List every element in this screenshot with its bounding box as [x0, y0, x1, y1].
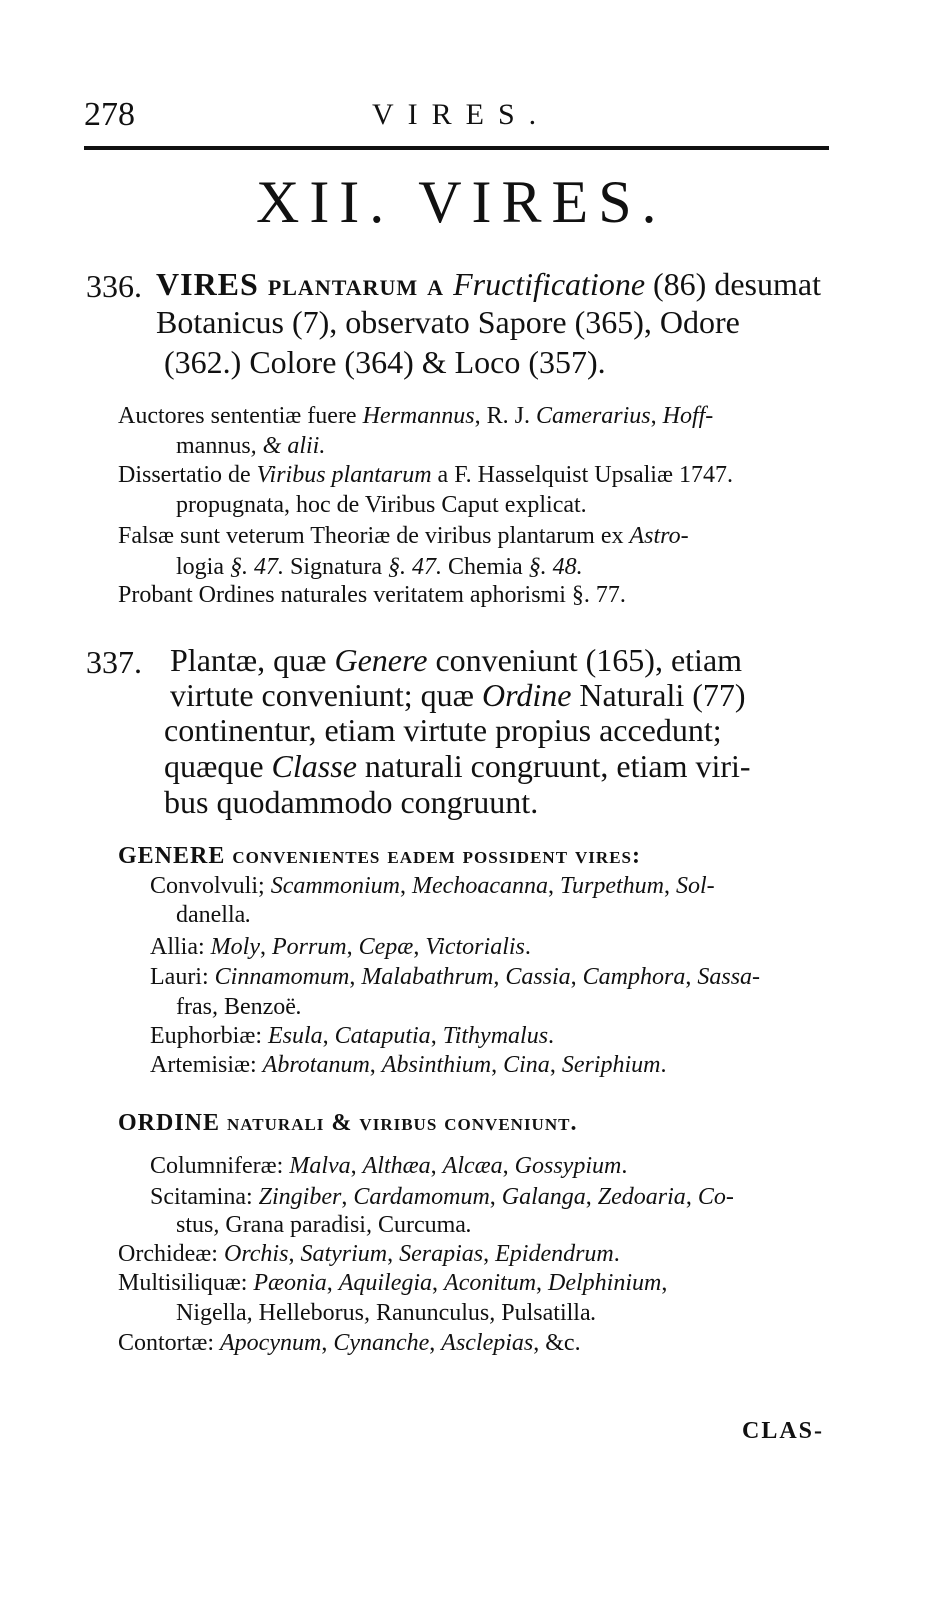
- ordine-section-line: [118, 1110, 577, 1137]
- text-run: ,: [288, 1241, 301, 1267]
- text-run: ,: [413, 934, 426, 960]
- notes-336-line: [176, 554, 583, 581]
- text-run: .: [613, 1241, 620, 1267]
- text-run: virtute conveniunt; quæ: [170, 677, 482, 713]
- aphorism-337-line: [170, 642, 742, 679]
- text-run: Auctores sententiæ fuere: [118, 403, 363, 429]
- text-run: .: [621, 1153, 628, 1179]
- notes-336-line: [118, 462, 733, 489]
- genere-section-line: [150, 1023, 554, 1050]
- italic-term: Seriphium: [561, 1052, 661, 1078]
- running-head: VIRES.: [372, 98, 551, 131]
- text-run: Botanicus (7), observato Sapore (365), Odore: [156, 304, 740, 340]
- italic-term: §. 47.: [224, 554, 290, 580]
- text-run: ,: [349, 964, 362, 990]
- text-run: Contortæ:: [118, 1330, 221, 1356]
- text-run: Artemisiæ:: [150, 1052, 263, 1078]
- text-run: ,: [663, 873, 676, 899]
- italic-term: Viribus plantarum: [256, 462, 432, 488]
- italic-term: Delphinium: [548, 1270, 662, 1296]
- italic-term: Sassa-: [697, 964, 761, 990]
- aphorism-number-336: 336.: [86, 268, 142, 304]
- italic-term: Cepæ: [358, 934, 414, 960]
- text-run: Scitamina:: [150, 1184, 259, 1210]
- italic-term: Hermannus: [362, 403, 475, 429]
- italic-term: Camerarius: [535, 403, 651, 429]
- italic-term: Fructificatione: [453, 266, 646, 302]
- genere-section-line: [150, 934, 531, 961]
- italic-term: Althæa: [362, 1153, 431, 1179]
- text-run: Benzoë: [223, 994, 296, 1020]
- italic-term: Cassia: [505, 964, 571, 990]
- italic-term: Aquilegia: [338, 1270, 433, 1296]
- aphorism-336-line: [156, 266, 821, 303]
- text-run: ,: [321, 1330, 334, 1356]
- italic-term: §. 48.: [522, 554, 583, 580]
- text-run: propugnata, hoc de Viribus Caput explicat.: [176, 492, 587, 518]
- aphorism-337-line: [164, 784, 538, 821]
- text-run: ,: [549, 1052, 562, 1078]
- text-run: .: [660, 1052, 667, 1078]
- text-run: mannus: [176, 433, 251, 459]
- italic-term: ,: [489, 1300, 502, 1326]
- italic-term: Abrotanum: [262, 1052, 370, 1078]
- text-run: Plantæ, quæ: [170, 642, 335, 678]
- text-run: Probant Ordines naturales veritatem aphorismi §. 77.: [118, 582, 626, 608]
- genere-section-line: [176, 994, 302, 1021]
- aphorism-337-line: [170, 677, 746, 714]
- italic-term: Zingiber: [258, 1184, 342, 1210]
- text-run: quæque: [164, 748, 272, 784]
- text-run: a F. Hasselquist Upsaliæ 1747.: [431, 462, 733, 488]
- italic-term: Pæonia: [253, 1270, 327, 1296]
- text-run: Columniferæ:: [150, 1153, 290, 1179]
- italic-term: ,: [365, 1212, 378, 1238]
- italic-term: Asclepias: [441, 1330, 534, 1356]
- text-run: ,: [685, 1184, 698, 1210]
- ordine-section-line: [118, 1270, 667, 1297]
- aphorism-336-line: [156, 304, 740, 341]
- italic-term: Camphora: [582, 964, 686, 990]
- text-run: Lauri:: [150, 964, 215, 990]
- text-run: logia: [176, 554, 224, 580]
- italic-term: Aconitum: [444, 1270, 537, 1296]
- italic-term: Malva: [289, 1153, 351, 1179]
- text-run: ,: [429, 1330, 442, 1356]
- italic-term: Apocynum: [220, 1330, 322, 1356]
- italic-term: Malabathrum: [361, 964, 494, 990]
- text-run: ,: [650, 403, 663, 429]
- italic-term: .: [245, 902, 252, 928]
- text-run: ,: [369, 1052, 382, 1078]
- text-run: Curcuma: [377, 1212, 466, 1238]
- text-run: Naturali (77): [571, 677, 746, 713]
- text-run: ,: [341, 1184, 354, 1210]
- text-run: .: [548, 1023, 555, 1049]
- page-number: 278: [84, 96, 135, 133]
- catchword: CLAS-: [742, 1418, 825, 1444]
- text-run: ,: [387, 1241, 400, 1267]
- ordine-section-line: [118, 1241, 620, 1268]
- italic-term: Tithymalus: [442, 1023, 549, 1049]
- italic-term: Porrum: [271, 934, 347, 960]
- text-run: ,: [350, 1153, 363, 1179]
- ordine-section-line: [150, 1184, 734, 1211]
- text-run: Signatura: [290, 554, 382, 580]
- notes-336-line: [118, 582, 626, 609]
- italic-term: Moly: [210, 934, 260, 960]
- text-run: ,: [536, 1270, 549, 1296]
- ordine-section-line: [150, 1153, 627, 1180]
- italic-term: Hoff-: [662, 403, 714, 429]
- aphorism-337-line: [164, 712, 722, 749]
- text-run: .: [524, 934, 531, 960]
- text-run: naturali congruunt, etiam viri-: [356, 748, 751, 784]
- text-run: conveniunt (165), etiam: [427, 642, 743, 678]
- text-run: ,: [570, 964, 583, 990]
- italic-term: Classe: [271, 748, 357, 784]
- text-run: danella: [176, 902, 246, 928]
- italic-term: ,: [246, 1300, 259, 1326]
- text-run: Multisiliquæ:: [118, 1270, 254, 1296]
- italic-term: Victorialis: [425, 934, 525, 960]
- text-run: GENERE convenientes eadem possident vires:: [118, 843, 641, 869]
- text-run: ,: [430, 1153, 443, 1179]
- header-rule: [84, 146, 829, 150]
- genere-section-line: [150, 1052, 666, 1079]
- italic-term: Genere: [334, 642, 428, 678]
- italic-term: Orchis: [223, 1241, 289, 1267]
- italic-term: Serapias: [399, 1241, 484, 1267]
- text-run: Pulsatilla: [501, 1300, 591, 1326]
- italic-term: ,: [363, 1300, 376, 1326]
- italic-term: Astro-: [629, 523, 689, 549]
- text-run: VIRES plantarum a: [156, 266, 454, 302]
- italic-term: Cinnamomum: [214, 964, 350, 990]
- text-run: Convolvuli;: [150, 873, 271, 899]
- text-run: ,: [493, 964, 506, 990]
- text-run: ,: [259, 934, 272, 960]
- genere-section-line: [176, 902, 251, 929]
- text-run: ,: [432, 1270, 445, 1296]
- italic-term: Galanga: [501, 1184, 586, 1210]
- text-run: continentur, etiam virtute propius accedunt;: [164, 712, 722, 748]
- italic-term: §. 47.: [381, 554, 448, 580]
- italic-term: Alcæa: [442, 1153, 503, 1179]
- text-run: Falsæ sunt veterum Theoriæ de viribus plantarum ex: [118, 523, 630, 549]
- notes-336-line: [118, 523, 689, 550]
- text-run: ,: [547, 873, 560, 899]
- text-run: fras: [176, 994, 212, 1020]
- italic-term: Absinthium: [381, 1052, 492, 1078]
- aphorism-337-line: [164, 748, 751, 785]
- italic-term: Turpethum: [559, 873, 664, 899]
- text-run: ,: [430, 1023, 443, 1049]
- italic-term: Epidendrum: [495, 1241, 614, 1267]
- genere-section-line: [118, 843, 641, 870]
- notes-336-line: [118, 403, 713, 430]
- text-run: Grana paradisi: [225, 1212, 366, 1238]
- text-run: stus: [176, 1212, 214, 1238]
- italic-term: Cina: [503, 1052, 550, 1078]
- text-run: , R. J.: [474, 403, 536, 429]
- ordine-section-line: [176, 1212, 472, 1239]
- italic-term: ,: [213, 1212, 226, 1238]
- text-run: , &c.: [533, 1330, 581, 1356]
- italic-term: Satyrium: [300, 1241, 388, 1267]
- text-run: ORDINE naturali & viribus conveniunt.: [118, 1110, 578, 1136]
- italic-term: Esula: [268, 1023, 323, 1049]
- text-run: Nigella: [176, 1300, 247, 1326]
- text-run: Chemia: [447, 554, 523, 580]
- italic-term: Cynanche: [333, 1330, 430, 1356]
- italic-term: ,: [211, 994, 224, 1020]
- italic-term: Cataputia: [334, 1023, 431, 1049]
- genere-section-line: [150, 964, 760, 991]
- text-run: (86) desumat: [645, 266, 821, 302]
- italic-term: Scammonium: [270, 873, 401, 899]
- notes-336-line: [176, 492, 587, 519]
- aphorism-336-line: [164, 344, 606, 381]
- text-run: ,: [483, 1241, 496, 1267]
- text-run: (362.) Colore (364) & Loco (357).: [164, 344, 606, 380]
- italic-term: Co-: [697, 1184, 734, 1210]
- ordine-section-line: [118, 1330, 581, 1357]
- text-run: Dissertatio de: [118, 462, 257, 488]
- italic-term: .: [590, 1300, 597, 1326]
- italic-term: .: [465, 1212, 472, 1238]
- italic-term: Ordine: [481, 677, 572, 713]
- italic-term: , & alii.: [250, 433, 326, 459]
- text-run: ,: [489, 1184, 502, 1210]
- text-run: Allia:: [150, 934, 211, 960]
- text-run: Orchideæ:: [118, 1241, 224, 1267]
- text-run: ,: [685, 964, 698, 990]
- italic-term: Cardamomum: [353, 1184, 490, 1210]
- italic-term: Sol-: [675, 873, 715, 899]
- text-run: bus quodammodo congruunt.: [164, 784, 539, 820]
- text-run: ,: [585, 1184, 598, 1210]
- italic-term: Mechoacanna: [412, 873, 548, 899]
- italic-term: Zedoaria: [597, 1184, 686, 1210]
- italic-term: .: [295, 994, 302, 1020]
- text-run: ,: [346, 934, 359, 960]
- aphorism-number-337: 337.: [86, 644, 142, 680]
- ordine-section-line: [176, 1300, 597, 1327]
- text-run: ,: [491, 1052, 504, 1078]
- italic-term: Gossypium: [514, 1153, 622, 1179]
- text-run: ,: [661, 1270, 668, 1296]
- text-run: Euphorbiæ:: [150, 1023, 268, 1049]
- text-run: ,: [502, 1153, 515, 1179]
- genere-section-line: [150, 873, 715, 900]
- chapter-title: XII. VIRES.: [256, 169, 667, 235]
- text-run: Ranunculus: [375, 1300, 490, 1326]
- text-run: Helleborus: [258, 1300, 364, 1326]
- text-run: ,: [322, 1023, 335, 1049]
- notes-336-line: [176, 433, 325, 460]
- text-run: ,: [400, 873, 413, 899]
- text-run: ,: [326, 1270, 339, 1296]
